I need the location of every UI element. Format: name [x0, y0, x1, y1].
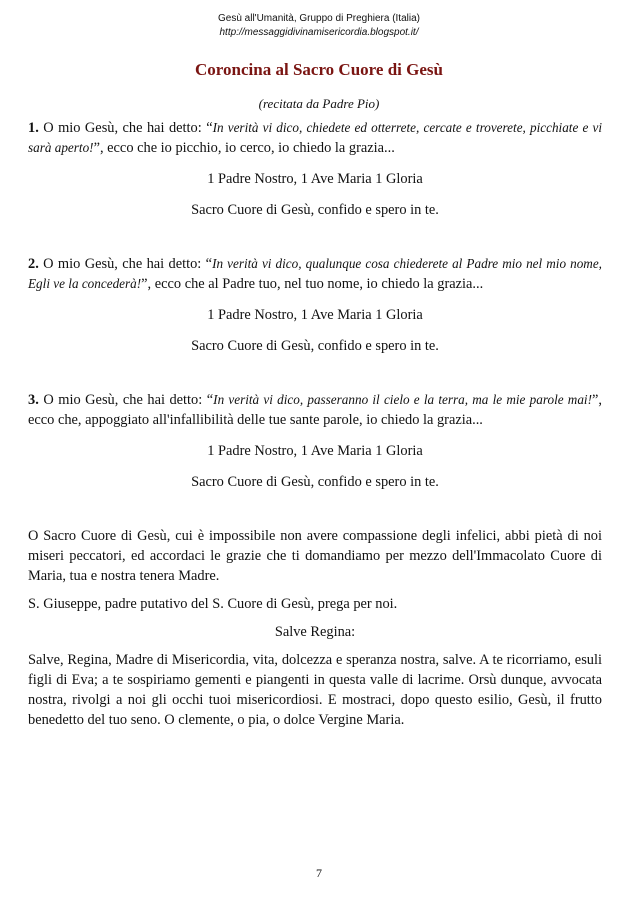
prayer-quote: In verità vi dico, passeranno il cielo e la terra, ma le mie parole mai! — [213, 392, 592, 407]
prayer-intro: O mio Gesù, che hai detto: “ — [38, 392, 214, 408]
refrain-invocation: Sacro Cuore di Gesù, confido e spero in te. — [191, 338, 439, 354]
prayer-outro: ”, ecco che io picchio, io cerco, io chiedo la grazia... — [93, 140, 395, 156]
prayer-quote: In verità vi dico, chiedete ed otterrete, cercate e troverete, picchiate e vi sarà aperto! — [28, 120, 602, 155]
page-number: 7 — [316, 866, 322, 880]
prayer-outro: ”, ecco che, appoggiato all'infallibilità delle tue sante parole, io chiedo la grazia... — [28, 392, 602, 428]
document-body — [28, 118, 602, 730]
salve-regina-title: Salve Regina: — [274, 624, 356, 640]
page-header — [0, 12, 638, 40]
refrain-prayers: 1 Padre Nostro, 1 Ave Maria 1 Gloria — [207, 307, 423, 323]
closing-prayer: O Sacro Cuore di Gesù, cui è impossibile non avere compassione degli infelici, abbi pietà di noi miseri peccatori, ed accordaci le grazie che ti domandiamo per mezzo dell'Immacolato Cuore di Maria, tua e nostra tenera Madre. — [28, 528, 602, 584]
prayer-number: 1. — [28, 120, 39, 136]
prayer-2 — [28, 254, 602, 294]
refrain-prayers: 1 Padre Nostro, 1 Ave Maria 1 Gloria — [207, 171, 423, 187]
prayer-intro: O mio Gesù, che hai detto: “ — [38, 120, 213, 136]
refrain-invocation: Sacro Cuore di Gesù, confido e spero in te. — [191, 202, 439, 218]
page-title: Coroncina al Sacro Cuore di Gesù — [195, 60, 443, 79]
giuseppe-invocation: S. Giuseppe, padre putativo del S. Cuore di Gesù, prega per noi. — [28, 596, 398, 612]
prayer-outro: ”, ecco che al Padre tuo, nel tuo nome, io chiedo la grazia... — [141, 276, 484, 292]
header-organization: Gesù all'Umanità, Gruppo di Preghiera (Italia) — [217, 13, 420, 24]
prayer-number: 2. — [28, 256, 39, 272]
salve-regina-text: Salve, Regina, Madre di Misericordia, vita, dolcezza e speranza nostra, salve. A te ricorriamo, esuli figli di Eva; a te sospiriamo gementi e piangenti in questa valle di lacrime. Orsù dunque, avvocata nostra, rivolgi a noi gli occhi tuoi misericordiosi. E mostraci, dopo questo esilio, Gesù, il frutto benedetto del tuo seno. O clemente, o pia, o dolce Vergine Maria. — [28, 652, 602, 728]
prayer-number: 3. — [28, 392, 39, 408]
header-url: http://messaggidivinamisericordia.blogspot.it/ — [219, 27, 419, 38]
prayer-1 — [28, 118, 602, 158]
refrain-prayers: 1 Padre Nostro, 1 Ave Maria 1 Gloria — [207, 443, 423, 459]
prayer-quote: In verità vi dico, qualunque cosa chiederete al Padre mio nel mio nome, Egli ve la concederà! — [28, 256, 602, 291]
prayer-3 — [28, 390, 602, 430]
refrain-invocation: Sacro Cuore di Gesù, confido e spero in te. — [191, 474, 439, 490]
prayer-intro: O mio Gesù, che hai detto: “ — [38, 256, 213, 272]
page-subtitle: (recitata da Padre Pio) — [258, 96, 380, 111]
